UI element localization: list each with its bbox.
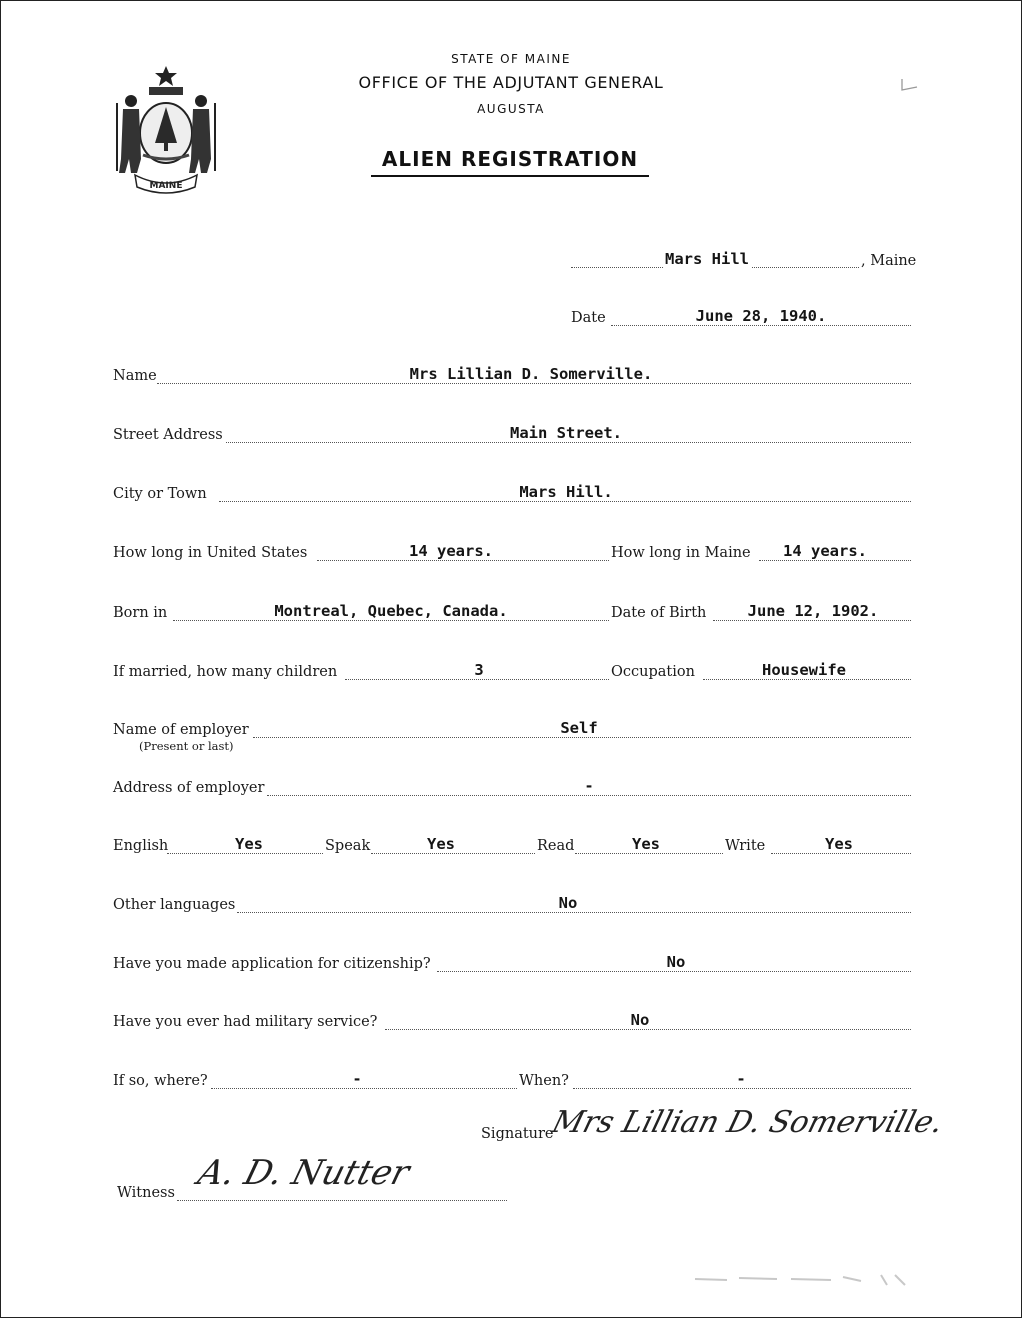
us-value[interactable]: 14 years. — [409, 542, 493, 560]
when-line — [573, 1088, 911, 1089]
citizenship-label: Have you made application for citizenship? — [113, 956, 431, 972]
maine-value[interactable]: 14 years. — [783, 542, 867, 560]
occupation-value[interactable]: Housewife — [762, 661, 846, 679]
witness-label: Witness — [117, 1185, 175, 1201]
occupation-label: Occupation — [611, 664, 695, 680]
read-value[interactable]: Yes — [632, 835, 660, 853]
other-languages-value[interactable]: No — [558, 894, 578, 912]
military-label: Have you ever had military service? — [113, 1014, 378, 1030]
street-line — [226, 442, 911, 443]
born-label: Born in — [113, 605, 168, 621]
maine-line — [759, 560, 911, 561]
city-line — [219, 501, 911, 502]
seal-banner: MAINE — [149, 181, 183, 191]
place-suffix: , Maine — [861, 253, 917, 269]
date-label: Date — [571, 310, 606, 326]
when-value[interactable]: - — [736, 1070, 746, 1088]
children-value[interactable]: 3 — [474, 661, 484, 679]
citizenship-value[interactable]: No — [666, 953, 686, 971]
write-line — [771, 853, 911, 854]
name-value[interactable]: Mrs Lillian D. Somerville. — [409, 365, 653, 383]
write-value[interactable]: Yes — [825, 835, 853, 853]
children-label: If married, how many children — [113, 664, 338, 680]
where-line — [211, 1088, 517, 1089]
speak-label: Speak — [325, 838, 371, 854]
street-label: Street Address — [113, 427, 223, 443]
employer-line — [253, 737, 911, 738]
other-languages-line — [237, 912, 911, 913]
speak-line — [371, 853, 535, 854]
form-title: ALIEN REGISTRATION — [381, 147, 639, 171]
witness-signature: A. D. Nutter — [193, 1153, 414, 1193]
born-value[interactable]: Montreal, Quebec, Canada. — [274, 602, 508, 620]
witness-line — [177, 1200, 507, 1201]
faint-receipt-stamp — [691, 1269, 921, 1289]
city-heading: AUGUSTA — [477, 102, 545, 116]
employer-value[interactable]: Self — [560, 719, 598, 737]
when-label: When? — [519, 1073, 569, 1089]
employer-address-line — [267, 795, 911, 796]
employer-address-value[interactable]: - — [584, 777, 594, 795]
employer-address-label: Address of employer — [113, 780, 265, 796]
english-label: English — [113, 838, 169, 854]
maine-state-seal-icon — [109, 63, 223, 195]
date-line — [611, 325, 911, 326]
speak-value[interactable]: Yes — [427, 835, 455, 853]
dob-label: Date of Birth — [611, 605, 707, 621]
read-line — [575, 853, 723, 854]
citizenship-line — [437, 971, 911, 972]
where-label: If so, where? — [113, 1073, 208, 1089]
military-line — [385, 1029, 911, 1030]
office-heading: OFFICE OF THE ADJUTANT GENERAL — [358, 73, 664, 92]
employer-sublabel: (Present or last) — [139, 739, 234, 753]
place-value[interactable]: Mars Hill — [665, 250, 749, 268]
children-line — [345, 679, 609, 680]
us-line — [317, 560, 609, 561]
military-value[interactable]: No — [630, 1011, 650, 1029]
corner-pencil-mark — [899, 77, 923, 93]
english-value[interactable]: Yes — [235, 835, 263, 853]
city-label: City or Town — [113, 486, 207, 502]
dob-value[interactable]: June 12, 1902. — [747, 602, 879, 620]
signature-label: Signature — [481, 1126, 554, 1142]
city-value[interactable]: Mars Hill. — [519, 483, 613, 501]
where-value[interactable]: - — [352, 1070, 362, 1088]
title-underline — [371, 175, 649, 177]
read-label: Read — [537, 838, 575, 854]
name-label: Name — [113, 368, 157, 384]
other-languages-label: Other languages — [113, 897, 236, 913]
name-line — [157, 383, 911, 384]
state-heading: STATE OF MAINE — [451, 52, 571, 66]
write-label: Write — [725, 838, 766, 854]
english-line — [167, 853, 323, 854]
dob-line — [713, 620, 911, 621]
us-label: How long in United States — [113, 545, 308, 561]
maine-label: How long in Maine — [611, 545, 751, 561]
employer-label: Name of employer — [113, 722, 249, 738]
street-value[interactable]: Main Street. — [510, 424, 622, 442]
date-value[interactable]: June 28, 1940. — [695, 307, 827, 325]
born-line — [173, 620, 609, 621]
applicant-signature: Mrs Lillian D. Somerville. — [548, 1105, 947, 1140]
occupation-line — [703, 679, 911, 680]
